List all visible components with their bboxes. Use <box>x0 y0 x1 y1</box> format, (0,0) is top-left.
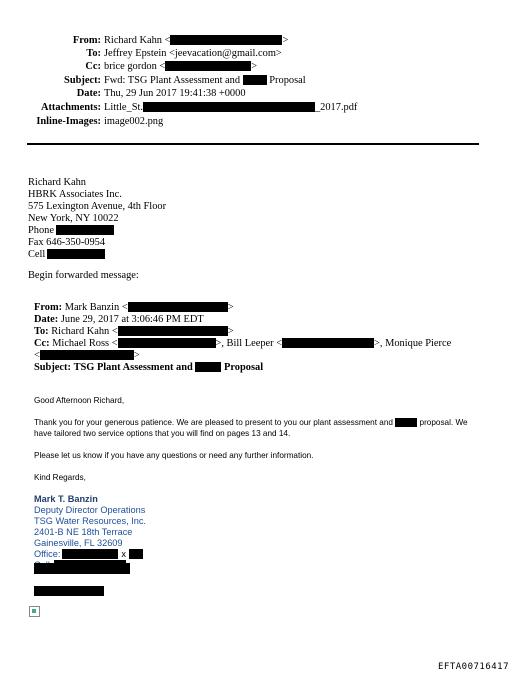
date-value: Thu, 29 Jun 2017 19:41:38 +0000 <box>104 88 246 99</box>
from-value: Richard Kahn < <box>104 35 171 46</box>
redaction-bar <box>34 586 104 596</box>
cc-label: Cc: <box>85 61 101 72</box>
header-from-row <box>0 35 288 47</box>
fwd-from-label: From: <box>34 302 63 313</box>
greeting: Good Afternoon Richard, <box>34 396 125 405</box>
attachments-pre: Little_St. <box>104 102 143 113</box>
header-subject-row <box>0 75 306 87</box>
to-value: Jeffrey Epstein <jeevacation@gmail.com> <box>104 48 282 59</box>
redaction-bar <box>282 338 374 348</box>
fwd-from-row <box>34 302 234 314</box>
kahn-company: HBRK Associates Inc. <box>28 189 122 200</box>
office-ext: x <box>121 549 126 559</box>
angle-bracket: > <box>227 302 234 313</box>
from-label: From: <box>72 35 101 46</box>
fwd-date-row <box>34 314 204 326</box>
to-label: To: <box>86 48 101 59</box>
sender-address1: 2401-B NE 18th Terrace <box>34 527 133 537</box>
closing: Kind Regards, <box>34 473 86 482</box>
angle-bracket: < <box>34 350 40 361</box>
fwd-to-value: Richard Kahn < <box>51 326 118 337</box>
redaction-bar <box>118 326 228 336</box>
kahn-fax: Fax 646-350-0954 <box>28 237 106 248</box>
sender-company: TSG Water Resources, Inc. <box>34 516 146 526</box>
para1-text-end: proposal. We <box>419 418 468 427</box>
para1-text: Thank you for your generous patience. We are pleased to present to you our plant assessment and <box>34 418 393 427</box>
header-to-row <box>0 48 282 60</box>
fwd-subject-row <box>34 362 263 374</box>
body-para1-line2: have tailored two service options that you will find on pages 13 and 14. <box>34 429 291 438</box>
attachments-post: _2017.pdf <box>314 102 358 113</box>
fwd-cc-label: Cc: <box>34 338 50 349</box>
header-cc-row <box>0 61 257 73</box>
header-divider <box>27 143 479 145</box>
fwd-cc-value: Michael Ross < <box>52 338 118 349</box>
redaction-bar <box>62 549 118 559</box>
redaction-bar <box>165 61 251 71</box>
fwd-cc-row <box>34 338 451 350</box>
redaction-bar <box>195 362 221 372</box>
redaction-bar <box>243 75 267 85</box>
sender-extra-redaction-2 <box>34 586 104 597</box>
kahn-address2: New York, NY 10022 <box>28 213 119 224</box>
fwd-subject-pre: TSG Plant Assessment and <box>73 362 193 373</box>
forward-note: Begin forwarded message: <box>28 270 139 281</box>
fwd-date-label: Date: <box>34 314 59 325</box>
subject-label: Subject: <box>64 75 101 86</box>
sender-title: Deputy Director Operations <box>34 505 146 515</box>
sender-office-row <box>34 549 143 560</box>
phone-label: Phone <box>28 225 54 236</box>
sender-extra-redaction <box>34 563 130 575</box>
redaction-bar <box>56 225 114 235</box>
angle-bracket: > <box>251 61 258 72</box>
inline-images-value: image002.png <box>104 116 164 127</box>
sender-address2: Gainesville, FL 32609 <box>34 538 123 548</box>
redaction-bar <box>395 418 417 427</box>
redaction-bar <box>128 302 228 312</box>
header-date-row <box>0 88 246 100</box>
redaction-bar <box>170 35 282 45</box>
subject-value-post: Proposal <box>269 75 306 86</box>
kahn-address1: 575 Lexington Avenue, 4th Floor <box>28 201 167 212</box>
angle-bracket: > <box>282 35 289 46</box>
office-label: Office: <box>34 549 61 559</box>
kahn-name: Richard Kahn <box>28 177 86 188</box>
fwd-cc-row-2 <box>34 350 140 362</box>
body-para2: Please let us know if you have any questions or need any further information. <box>34 451 314 460</box>
kahn-cell-row <box>28 249 105 261</box>
inline-images-label: Inline-Images: <box>36 116 101 127</box>
broken-image-icon <box>29 606 40 617</box>
header-attachments-row <box>0 102 357 114</box>
fwd-to-row <box>34 326 234 338</box>
fwd-subject-label: Subject: <box>34 362 71 373</box>
angle-bracket: > <box>133 350 140 361</box>
kahn-phone-row <box>28 225 114 237</box>
fwd-cc-end: >, Monique Pierce <box>374 338 452 349</box>
redaction-bar <box>40 350 134 360</box>
body-para1-line1 <box>34 418 468 428</box>
redaction-bar <box>47 249 105 259</box>
fwd-cc-mid: >, Bill Leeper < <box>215 338 283 349</box>
redaction-bar <box>118 338 216 348</box>
fwd-subject-post: Proposal <box>224 362 264 373</box>
date-label: Date: <box>76 88 101 99</box>
sender-name: Mark T. Banzin <box>34 494 98 504</box>
redaction-bar <box>129 549 143 559</box>
bates-number: EFTA00716417 <box>438 662 510 672</box>
angle-bracket: > <box>227 326 234 337</box>
cell-label: Cell <box>28 249 46 260</box>
cc-value: brice gordon < <box>104 61 166 72</box>
fwd-to-label: To: <box>34 326 49 337</box>
subject-value-pre: Fwd: TSG Plant Assessment and <box>104 75 241 86</box>
redaction-bar <box>143 102 315 112</box>
redaction-bar <box>34 563 130 574</box>
fwd-date-value: June 29, 2017 at 3:06:46 PM EDT <box>60 314 204 325</box>
header-inline-images-row <box>0 116 163 128</box>
fwd-from-value: Mark Banzin < <box>64 302 128 313</box>
attachments-label: Attachments: <box>40 102 101 113</box>
